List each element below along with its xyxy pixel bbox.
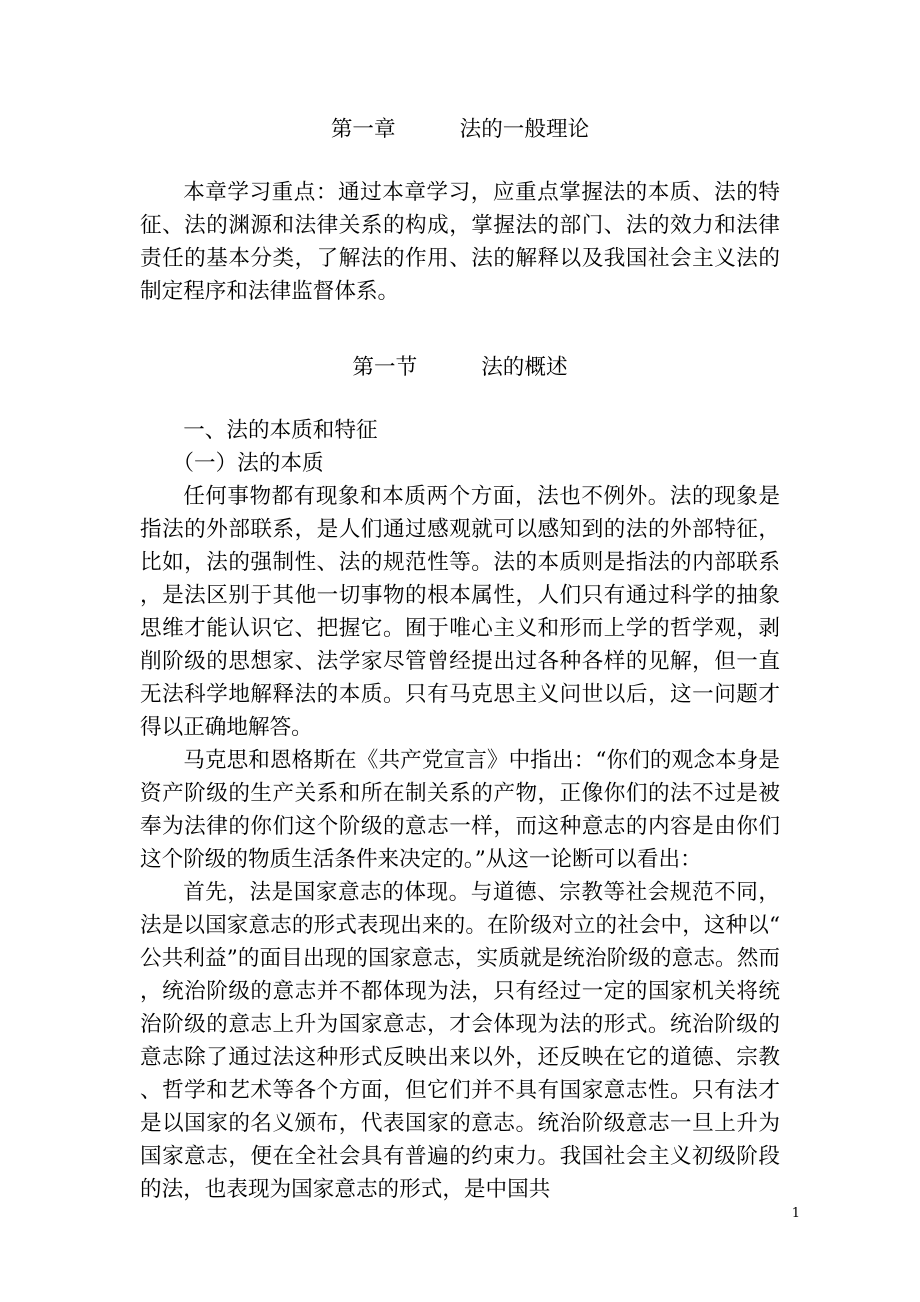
chapter-number: 第一章 <box>330 117 396 142</box>
body-paragraph-2: 马克思和恩格斯在《共产党宣言》中指出：“你们的观念本身是资产阶级的生产关系和所在制关系的产物，正像你们的法不过是被奉为法律的你们这个阶级的意志一样，而这种意志的内容是由你们这个阶级的物质生活条件来决定的。”从这一论断可以看出： <box>140 748 780 872</box>
study-focus-paragraph: 本章学习重点：通过本章学习，应重点掌握法的本质、法的特征、法的渊源和法律关系的构成，掌握法的部门、法的效力和法律责任的基本分类，了解法的作用、法的解释以及我国社会主义法的制定程序和法律监督体系。 <box>140 180 780 304</box>
heading-level-2: （一）法的本质 <box>172 451 324 476</box>
page-content <box>140 110 780 1206</box>
chapter-title <box>140 110 780 150</box>
chapter-name: 法的一般理论 <box>459 117 590 142</box>
body-paragraph-3: 首先，法是国家意志的体现。与道德、宗教等社会规范不同，法是以国家意志的形式表现出来的。在阶级对立的社会中，这种以“公共利益”的面目出现的国家意志，实质就是统治阶级的意志。然而，统治阶级的意志并不都体现为法，只有经过一定的国家机关将统治阶级的意志上升为国家意志，才会体现为法的形式。统治阶级的意志除了通过法这种形式反映出来以外，还反映在它的道德、宗教、哲学和艺术等各个方面，但它们并不具有国家意志性。只有法才是以国家的名义颁布，代表国家的意志。统治阶级意志一旦上升为国家意志，便在全社会具有普遍的约束力。我国社会主义初级阶段的法，也表现为国家意志的形式，是中国共 <box>140 880 780 1202</box>
heading-level-1: 一、法的本质和特征 <box>183 418 378 443</box>
section-name: 法的概述 <box>481 355 568 380</box>
section-title <box>140 350 780 386</box>
page-number: 1 <box>791 1206 800 1221</box>
body-paragraph-1: 任何事物都有现象和本质两个方面，法也不例外。法的现象是指法的外部联系，是人们通过感观就可以感知到的法的外部特征，比如，法的强制性、法的规范性等。法的本质则是指法的内部联系，是法区别于其他一切事物的根本属性，人们只有通过科学的抽象思维才能认识它、把握它。囿于唯心主义和形而上学的哲学观，剥削阶级的思想家、法学家尽管曾经提出过各种各样的见解，但一直无法科学地解释法的本质。只有马克思主义问世以后，这一问题才得以正确地解答。 <box>140 484 780 740</box>
section-number: 第一节 <box>352 355 418 380</box>
